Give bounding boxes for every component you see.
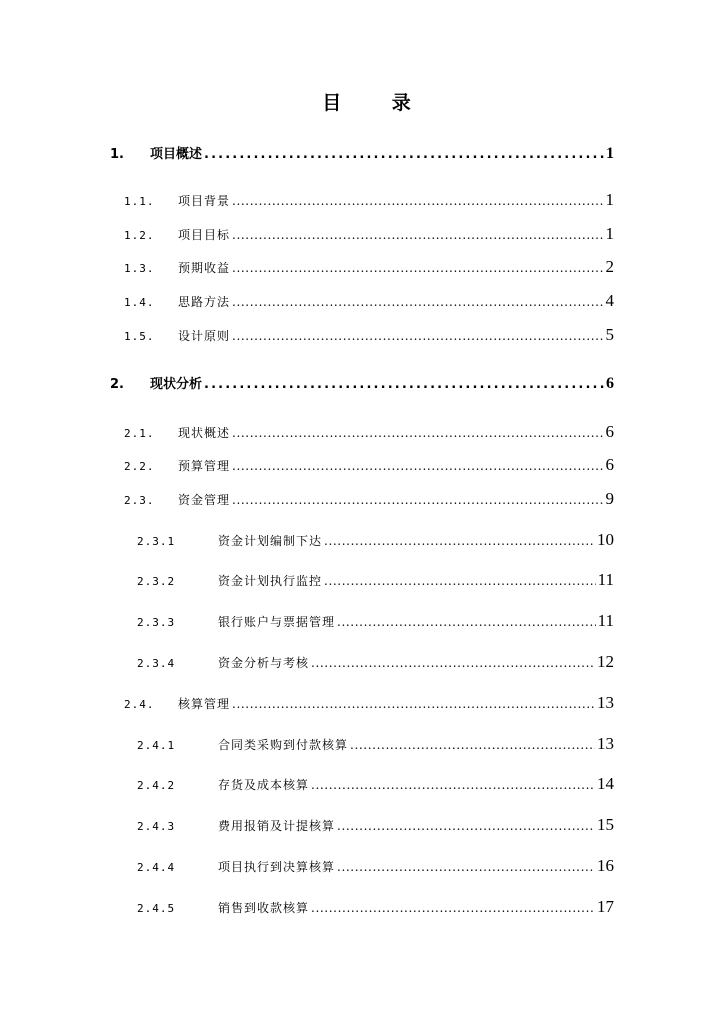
- toc-entry[interactable]: [137, 856, 614, 878]
- toc-entry-page: 1: [605, 224, 614, 243]
- toc-entry-number: 2.3.3: [137, 616, 176, 629]
- toc-entry-title: 项目目标: [178, 228, 231, 242]
- toc-entry[interactable]: [110, 143, 614, 165]
- toc-entry-number: 1.2.: [124, 229, 155, 242]
- toc-entry-number: 2.3.2: [137, 575, 176, 588]
- toc-entry[interactable]: [137, 652, 614, 674]
- dot-leader: [204, 377, 604, 392]
- toc-entry-page: 4: [605, 291, 614, 310]
- toc-entry-page: 17: [597, 897, 614, 916]
- toc-entry-number: 2.4.5: [137, 902, 176, 915]
- toc-entry-title: 预期收益: [178, 261, 231, 275]
- dot-leader: [337, 860, 595, 874]
- toc-entry[interactable]: [137, 774, 614, 796]
- toc-entry-number: 1.3.: [124, 262, 155, 275]
- toc-entry-page: 11: [597, 570, 614, 589]
- toc-entry[interactable]: [137, 815, 614, 837]
- toc-entry-number: 2.1.: [124, 427, 155, 440]
- dot-leader: [232, 295, 603, 309]
- toc-entry-number: 2.4.3: [137, 820, 176, 833]
- toc-entry-title: 项目背景: [178, 194, 231, 208]
- toc-entry-title: 资金计划编制下达: [218, 534, 323, 548]
- toc-entry[interactable]: [124, 455, 614, 477]
- toc-entry-number: 2.4.2: [137, 779, 176, 792]
- toc-entry-page: 13: [597, 693, 614, 712]
- toc-entry-page: 11: [597, 611, 614, 630]
- toc-entry-page: 6: [605, 455, 614, 474]
- toc-entry-page: 9: [605, 489, 614, 508]
- toc-entry-title: 存货及成本核算: [218, 778, 310, 792]
- dot-leader: [232, 228, 603, 242]
- toc-entry-number: 1.5.: [124, 330, 155, 343]
- dot-leader: [232, 697, 595, 711]
- toc-entry-title: 合同类采购到付款核算: [218, 738, 349, 752]
- toc-entry-title: 项目概述: [150, 147, 203, 162]
- toc-entry[interactable]: [137, 734, 614, 756]
- toc-entry-page: 1: [606, 145, 614, 162]
- dot-leader: [324, 534, 595, 548]
- dot-leader: [232, 261, 603, 275]
- toc-entry-number: 2.4.1: [137, 739, 176, 752]
- toc-entry-title: 预算管理: [178, 459, 231, 473]
- toc-entry-number: 1.: [110, 147, 124, 162]
- toc-entry[interactable]: [124, 422, 614, 444]
- toc-entry[interactable]: [137, 611, 614, 633]
- toc-entry-page: 12: [597, 652, 614, 671]
- toc-entry[interactable]: [110, 373, 614, 395]
- toc-entry-number: 2.4.: [124, 698, 155, 711]
- toc-entry-title: 费用报销及计提核算: [218, 819, 336, 833]
- toc-entry-title: 银行账户与票据管理: [218, 615, 336, 629]
- dot-leader: [337, 819, 595, 833]
- dot-leader: [324, 574, 596, 588]
- dot-leader: [232, 194, 603, 208]
- toc-entry-number: 2.2.: [124, 460, 155, 473]
- toc-entry-title: 思路方法: [178, 295, 231, 309]
- toc-entry-number: 1.4.: [124, 296, 155, 309]
- toc-entry-number: 2.: [110, 377, 124, 392]
- toc-entry-page: 6: [605, 422, 614, 441]
- toc-entry-page: 1: [605, 190, 614, 209]
- toc-entry-title: 项目执行到决算核算: [218, 860, 336, 874]
- dot-leader: [232, 459, 603, 473]
- toc-entry-page: 5: [605, 325, 614, 344]
- toc-entry-number: 2.3.: [124, 494, 155, 507]
- toc-entry[interactable]: [124, 224, 614, 246]
- toc-entry-page: 16: [597, 856, 614, 875]
- toc-entry[interactable]: [124, 190, 614, 212]
- dot-leader: [232, 426, 603, 440]
- toc-entry-title: 现状分析: [150, 377, 203, 392]
- toc-entry[interactable]: [137, 530, 614, 552]
- toc-entry[interactable]: [124, 693, 614, 715]
- toc-entry-number: 2.3.1: [137, 535, 176, 548]
- toc-entry-title: 资金计划执行监控: [218, 574, 323, 588]
- toc-entry[interactable]: [124, 291, 614, 313]
- dot-leader: [350, 738, 595, 752]
- toc-entry-number: 1.1.: [124, 195, 155, 208]
- toc-entry-title: 资金分析与考核: [218, 656, 310, 670]
- dot-leader: [204, 147, 604, 162]
- toc-entry[interactable]: [124, 257, 614, 279]
- toc-entry-page: 13: [597, 734, 614, 753]
- toc-entry-title: 销售到收款核算: [218, 901, 310, 915]
- toc-entry-number: 2.3.4: [137, 657, 176, 670]
- toc-entry-page: 2: [605, 257, 614, 276]
- toc-entry-page: 14: [597, 774, 614, 793]
- toc-entry[interactable]: [137, 897, 614, 919]
- dot-leader: [232, 493, 603, 507]
- toc-entry-title: 设计原则: [178, 329, 231, 343]
- toc-entry[interactable]: [124, 489, 614, 511]
- toc-entry-title: 资金管理: [178, 493, 231, 507]
- dot-leader: [311, 656, 595, 670]
- toc-entry-title: 现状概述: [178, 426, 231, 440]
- toc-entry-page: 6: [606, 375, 614, 392]
- dot-leader: [311, 778, 595, 792]
- toc-entry-page: 10: [597, 530, 614, 549]
- toc-entry-page: 15: [597, 815, 614, 834]
- toc-entry[interactable]: [124, 325, 614, 347]
- toc-heading: 目 录: [322, 92, 433, 114]
- toc-entry[interactable]: [137, 570, 614, 592]
- toc-entry-number: 2.4.4: [137, 861, 176, 874]
- dot-leader: [311, 901, 595, 915]
- dot-leader: [337, 615, 596, 629]
- dot-leader: [232, 329, 603, 343]
- toc-entry-title: 核算管理: [178, 697, 231, 711]
